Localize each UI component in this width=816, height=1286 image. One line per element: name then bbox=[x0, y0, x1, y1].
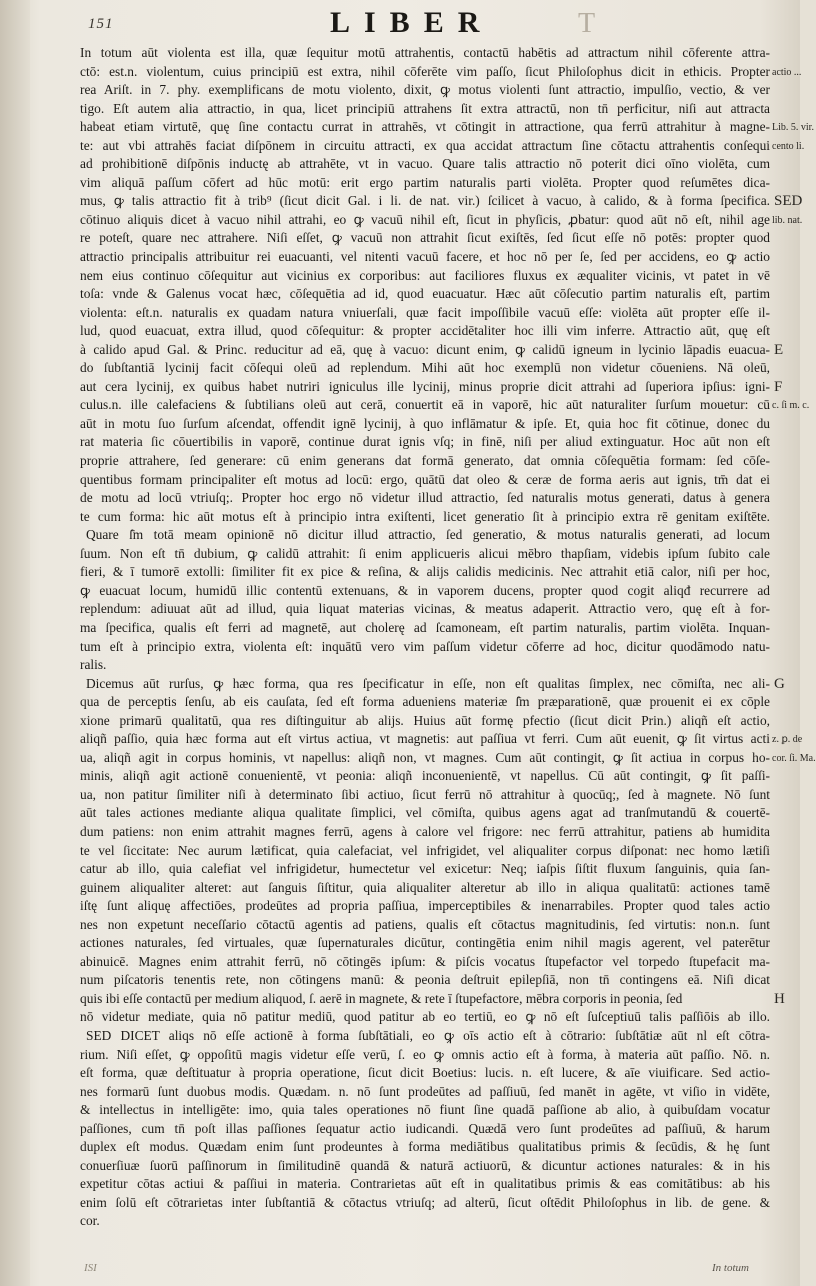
margin-note: c. ſi m. c. bbox=[772, 400, 810, 412]
margin-note: E bbox=[774, 341, 784, 358]
margin-note: Lib. 5. vir. bbox=[772, 122, 814, 134]
page-header bbox=[0, 4, 800, 44]
text-line: cor. bbox=[80, 1213, 100, 1229]
page-gutter-shadow bbox=[0, 0, 30, 1286]
text-line: tigo. Eſt autem alia attractio, in qua, licet principiū attrahens ſit extra attractū, non tn̄ perficitur, niſi aut attracta bbox=[80, 100, 770, 116]
text-line: catur ab illo, quia calefiat vel infrigidetur, humectetur vel exicetur: Neq; iaſpis ſiſtit fluxum ſanguinis, quia ſan- bbox=[80, 861, 770, 877]
text-line: aūt tales actiones mediante aliqua qualitate ſimplici, vel cōmiſta, quibus agens agat ad tranſmutandū & couertē- bbox=[80, 805, 770, 821]
text-line: replendum: adiuuat aūt ad illud, quia liquat materias vicinas, & meatus adaperit. Attractio vero, quę eſt à for- bbox=[80, 601, 770, 617]
text-line: paſſiones, cum tn̄ poſt illas paſſiones ſequatur actio iudicandi. Quædā vero ſunt prodeūtes ad paſſiuū, & harum bbox=[80, 1120, 770, 1136]
text-line: guinem aliqualiter alteret: aut ſanguis ſiſtitur, quia aliqualiter alteretur ab illo in aliqua qualitatū: actiones tamē bbox=[80, 879, 770, 895]
text-line: num piſcatoris tenentis rete, non cōtingens manū: & peonia deſtruit epilepſiā, non tn̄ contingens eā. Niſi dicat bbox=[80, 972, 770, 988]
text-line: ad prohibitionē diſpōnis inductę ab attrahēte, vt in vacuo. Quare talis attractio nō poterit dici oīno violēta, cum bbox=[80, 156, 770, 172]
margin-note: H bbox=[774, 991, 785, 1008]
text-line: nes formarū ſunt duobus modis. Quædam. n. nō ſunt prodeūtes ad paſſiuū, ſed manēt in agēte, vt viſio in vidēte, bbox=[80, 1083, 770, 1099]
text-line: eſt forma, quæ deſtituatur à propria operatione, ſicut dicit Boetius: lucis. n. eſt lucere, & aīe viuificare. Sed actio- bbox=[80, 1065, 770, 1081]
text-line: expetitur cōtas actiui & paſſiui in materia. Contrarietas aūt eſt in qualitatibus primis & eas comitātibus: ab his bbox=[80, 1176, 770, 1192]
text-line: qua de perceptis ſenſu, ab eis cauſata, ſed eſt forma adueniens materiæ ſ̄m præparationē, quæ prouenit ei ex cōple bbox=[80, 694, 770, 710]
text-line: lud, quod euacuat, extra illud, quod cōſequitur: & propter accidētaliter hoc illi vim inferre. Attractio aūt, quę eſt bbox=[80, 323, 770, 339]
running-head: LIBER bbox=[330, 6, 494, 39]
text-line: proprie attrahere, ſed generare: cū enim generans dat formā generato, dat omnia cōſequētia formam: ſed cōſe- bbox=[80, 453, 770, 469]
text-line: duplex eſt modus. Quædam enim ſunt prodeuntes à forma mediātibus qualitatibus primis & ſecūdis, & hę ſunt bbox=[80, 1139, 770, 1155]
text-line: In totum aūt violenta est illa, quæ ſequitur motū attrahentis, contactū habētis ad attractum nihil cōferente attra- bbox=[80, 45, 770, 60]
margin-note: cor. ſi. Ma. bbox=[772, 752, 816, 764]
text-line: de motu ad locū vtriuſq;. Propter hoc ergo nō videtur illud attractio, ſed naturalis motus generati, datus à genera bbox=[80, 490, 770, 506]
text-line: iſtę ſunt aliquę affectiōes, prodeūtes ad propria paſſiua, imperceptibiles & inenarrabiles. Propter quod tales actio bbox=[80, 898, 770, 914]
text-line: aliqñ paſſio, quia hæc forma aut eſt virtus actiua, vt magnetis: aut paſſiua vt ferri. Cum aūt euenit, ꝙ ſit virtus acti bbox=[80, 731, 770, 747]
text-line: Quare ſ̄m totā meam opinionē nō dicitur illud attractio, ſed generatio, & motus naturalis generati, ad locum bbox=[86, 527, 770, 543]
margin-note: F bbox=[774, 378, 783, 395]
text-line: ctō: est.n. violentum, cuius principiū est extra, nihil cōferēte vim paſſo, ſicut Philoſophus dicit in ethicis. Propter bbox=[80, 63, 770, 79]
text-line: violenta: eſt.n. naturalis ex quadam natura vniuerſali, quæ facit impoſſibile vacuū eſſe: violēta aūt propter eſſe il- bbox=[80, 304, 770, 320]
margin-note: G bbox=[774, 675, 785, 692]
text-line: ua, non patitur ſimiliter niſi à determinato ſibi actiuo, ſicut ferrū nō attrahitur à quocūq;, ſed à magnete. Nō ſunt bbox=[80, 786, 770, 802]
text-line: nes non expetunt neceſſario cōtactū agentis ad patiens, qualis eſt cōtactus magnitudinis, ſed virtutis: non.n. ſunt bbox=[80, 916, 770, 932]
text-line: attractio principalis attribuitur rei euacuanti, vel nitenti vacuū facere, et hoc nō per ſe, ſed per accidens, eo ꝙ actio bbox=[80, 249, 770, 265]
text-line: abinuicē. Magnes enim attrahit ferrū, nō cōtingēs ipſum: & piſcis vocatus ſtupefactor vel torpedo ſtupefacit ma- bbox=[80, 953, 770, 969]
text-line: rium. Niſi eſſet, ꝙ oppoſitū magis videtur eſſe verū, ſ. eo ꝙ omnis actio eſt à forma, à materia aūt paſſio. Nō. n. bbox=[80, 1046, 770, 1062]
text-line: ꝙ euacuat locum, humidū illic contentū extenuans, & in vaporem ducens, propter quod cogit aliqđ recurrere ad bbox=[80, 582, 770, 598]
margin-note: SED bbox=[774, 193, 803, 210]
text-line: nem eius continuo cōſequitur aut vicinius ex corporibus: aut faciliores fluxus ex æqualiter vicinis, vt patet in vē bbox=[80, 267, 770, 283]
text-line: minis, aliqñ agit actionē conuenientē, vt peonia: aliqñ inconuenientē, vt napellus. Cū aūt contingit, ꝙ ſit paſſi- bbox=[80, 768, 770, 784]
text-line: nō videtur mediate, quia nō patitur mediū, quod patitur ab eo tertiū, eo ꝙ nō eſt ſuſceptiuū talis paſſiōis ab illo. bbox=[80, 1009, 770, 1025]
text-line: ralis. bbox=[80, 657, 107, 673]
text-line: toſa: vnde & Galenus vocat hæc, cōſequētia ad id, quod euacuatur. Hæc aūt cōſecutio partim naturalis eſt, partim bbox=[80, 286, 770, 302]
text-line: te cum forma: hic aūt motus eſt à principio intra exiſtenti, licet generatio ſit à principio extra rē genitam exiſtēte. bbox=[80, 508, 770, 524]
text-line: rea Ariſt. in 7. phy. exemplificans de motu violento, dixit, ꝙ motus violenti ſunt attractio, impulſio, vectio, & ver bbox=[80, 82, 770, 98]
text-line: quis ibi eſſe contactū per medium aliquod, ſ. aerē in magnete, & rete ī ſtupefactore, mēbra corporis in peonia, ſed bbox=[80, 990, 683, 1006]
text-line: te: aut vbi attrahēs faciat diſpōnem in circuitu attracti, ex qua accidat attractum ſine cōtactu attrahentis conſequi bbox=[80, 137, 770, 153]
text-line: aut cera lycinij, ex quibus habet nutriri igniculus ille lycinij, minus proprie dicit attrahi ad ſuperiora ipſius: igni- bbox=[80, 378, 770, 394]
text-line: do ſubſtantiā lycinij facit cōſequi oleū ad replendum. Mihi aūt hoc exemplū non videtur cōueniens. Nā oleū, bbox=[80, 360, 770, 376]
text-line: SED DICET aliqs nō eſſe actionē à forma ſubſtātiali, eo ꝙ oīs actio eſt à cōtrario: ſubſtātiæ aūt nl eſt cōtra- bbox=[86, 1027, 770, 1043]
text-line: mus, ꝙ talis attractio fit à trib⁹ (ſicut dicit Gal. i li. de nat. vir.) ſcilicet à vacuo, à calido, & à forma ſpecifica. bbox=[80, 193, 770, 209]
bleed-through-folio: ISI bbox=[84, 1262, 97, 1274]
margin-note: actio ... bbox=[772, 66, 802, 78]
text-line: vim aliquā paſſum cōfert ad hūc motū: erit ergo partim naturalis parti violēta. Propter quod reſumētes dica- bbox=[80, 174, 770, 190]
catchword: In totum bbox=[712, 1262, 749, 1274]
text-line: quentibus formam principaliter eſt motus ad locū: ergo, quātū dat oleo & ceræ de forma aeris aut ignis, tm̄ dat ei bbox=[80, 471, 770, 487]
bleed-through-letter: T bbox=[578, 8, 610, 39]
text-line: re poteſt, quare nec attrahere. Niſi eſſet, ꝙ vacuū non attrahit ſicut exiſtēs, ſed ſicut eſſe nō potēs: propter quod bbox=[80, 230, 770, 246]
text-line: fieri, & ī tumorē extolli: ſimiliter fit ex pice & reſina, & alijs calidis medicinis. Nec attrahit etiā calor, niſi per hoc, bbox=[80, 564, 770, 580]
text-line: culus.n. ille calefaciens & ſubtilians oleū aut cerā, conuertit eā in vaporē, hic aūt naturaliter ſurſum mouetur: cū bbox=[80, 397, 770, 413]
text-line: à calido apud Gal. & Princ. reducitur ad eā, quę à vacuo: dicunt enim, ꝙ calidū igneum in lycinio lāpadis euacua- bbox=[80, 341, 770, 357]
margin-note: lib. nat. bbox=[772, 214, 803, 226]
margin-note: cento li. bbox=[772, 140, 805, 152]
text-line: tum eſt à principio extra, violenta eſt: inquātū vero vim paſſum videtur cōferre ad hoc, dicitur quodāmodo natu- bbox=[80, 638, 770, 654]
text-line: ma ſpecifica, qualis eſt ferri ad magnetē, aut cholerę ad ſcamoneam, eſt partim naturalis, partim violēta. Inquan- bbox=[80, 619, 770, 635]
text-line: ua, aliqñ agit in corpus hominis, vt napellus: aliqñ non, vt magnes. Cum aūt contingit, ꝙ ſit actiua in corpus ho- bbox=[80, 749, 770, 765]
margin-note: z. ꝑ. de bbox=[772, 734, 803, 746]
text-line: cōtinuo aliquis dicet à vacuo nihil attrahi, eo ꝙ vacuū nihil eſt, ſicut in phyſicis, ꝓbatur: quod aūt nō eſt, nihil age bbox=[80, 211, 770, 227]
text-line: dum patiens: non enim attrahit magnes ferrū, agens à calore vel frigore: nec ferrū attrahitur, patiens ab humidita bbox=[80, 823, 770, 839]
text-line: aūt in motu ſuo ſurſum aſcendat, offendit ignē lycinij, à quo inflāmatur & ipſe. Et, quia hoc fit cōtinue, donec du bbox=[80, 415, 770, 431]
text-line: te vel ſiccitate: Nec aurum lætificat, quia calefaciat, vel infrigidet, vel aliqualiter corpus diſponat: nec homo lætiſi bbox=[80, 842, 770, 858]
text-line: habeat etiam virtutē, quę ſine contactu currat in attrahēs, vt cōtingit in attractione, qua ferrū attrahitur à magne- bbox=[80, 119, 770, 135]
text-line: ſuum. Non eſt tn̄ dubium, ꝙ calidū attrahit: ſi enim applicueris alicui mēbro thapſiam, videbis ipſum ſubito cale bbox=[80, 545, 770, 561]
folio-number: 151 bbox=[88, 16, 114, 32]
text-line: enim ſolū eſt cōtrarietas inter ſubſtantiā & cōtactus vtriuſq; ad alterū, ſicut oſtēdit Philoſophus in lib. de gene. & bbox=[80, 1194, 770, 1210]
text-line: & intellectus in intelligēte: imo, quia tales operationes nō fiunt ſine quadā paſſione ab alio, à quibuſdam vocatur bbox=[80, 1102, 770, 1118]
text-block bbox=[80, 44, 770, 1231]
text-line: conuerſiuæ ſuorū paſſinorum in ſimilitudinē quandā & naturā actiuorū, & dicuntur actiones naturales: & in his bbox=[80, 1157, 770, 1173]
text-line: Dicemus aūt rurſus, ꝙ hæc forma, qua res ſpecificatur in eſſe, non eſt qualitas ſimplex, nec cōmiſta, nec ali- bbox=[86, 675, 770, 691]
text-line: rat materia ſic cōuertibilis in vaporē, continue durat ignis vſq; in finē, niſi per aliud extinguatur. Hoc aūt non eſt bbox=[80, 434, 770, 450]
text-line: actiones naturales, ſed virtuales, quæ ſupernaturales dicūtur, contingētia enim nihil magis agerent, vel paterētur bbox=[80, 935, 770, 951]
text-line: xione primarū qualitatū, qua res diſtinguitur ab alijs. Huius aūt formę pfectio (ſicut dicit Prin.) aliqñ eſt actio, bbox=[80, 712, 770, 728]
